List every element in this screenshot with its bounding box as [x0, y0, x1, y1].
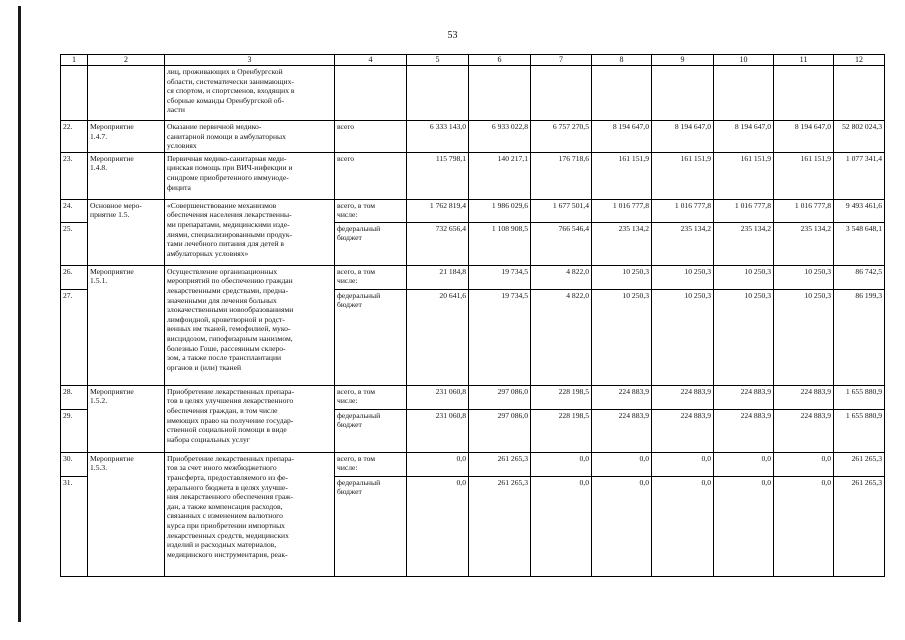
value-cell: 10 250,3	[652, 265, 714, 289]
total-cell: 52 802 024,3	[834, 121, 885, 153]
event-description: Первичная медико-санитарная меди- цинская помощь при ВИЧ-инфекции и синдроме приобретенного иммуноде- фицита	[165, 152, 335, 199]
value-cell: 8 194 647,0	[652, 121, 714, 153]
header-cell: 1	[61, 55, 88, 66]
table-row	[61, 452, 885, 476]
value-cell: 0,0	[531, 476, 592, 576]
value-cell: 231 060,8	[407, 385, 469, 409]
header-cell: 4	[335, 55, 407, 66]
total-cell: 1 077 341,4	[834, 152, 885, 199]
event-name: Мероприятие 1.4.7.	[88, 121, 165, 153]
table-row	[61, 152, 885, 199]
value-cell: 8 194 647,0	[774, 121, 834, 153]
event-description: Приобретение лекарственных препара- тов в целях улучшения лекарственного обеспечения граждан, в том числе имеющих право на получение государ- ственной социальной помощи в виде набора социальных услуг	[165, 385, 335, 452]
total-cell: 3 548 648,1	[834, 222, 885, 265]
value-cell: 140 217,1	[469, 152, 531, 199]
value-cell: 115 798,1	[407, 152, 469, 199]
value-cell: 19 734,5	[469, 265, 531, 289]
value-cell: 1 677 501,4	[531, 199, 592, 222]
event-name: Мероприятие 1.4.8.	[88, 152, 165, 199]
header-row	[61, 55, 885, 66]
value-cell: 8 194 647,0	[592, 121, 652, 153]
row-number: 24.	[61, 199, 88, 222]
total-cell: 261 265,3	[834, 476, 885, 576]
value-cell: 161 151,9	[652, 152, 714, 199]
header-cell: 7	[531, 55, 592, 66]
funding-source: всего	[335, 121, 407, 153]
value-cell: 224 883,9	[714, 409, 774, 452]
value-cell: 235 134,2	[592, 222, 652, 265]
header-cell: 3	[165, 55, 335, 66]
value-cell: 1 016 777,8	[592, 199, 652, 222]
value-cell: 10 250,3	[714, 265, 774, 289]
value-cell: 0,0	[652, 452, 714, 476]
header-cell: 5	[407, 55, 469, 66]
value-cell: 10 250,3	[652, 289, 714, 385]
header-cell: 12	[834, 55, 885, 66]
value-cell: 6 933 022,8	[469, 121, 531, 153]
value-cell: 261 265,3	[469, 452, 531, 476]
value-cell: 1 986 029,6	[469, 199, 531, 222]
value-cell: 224 883,9	[592, 385, 652, 409]
budget-table	[60, 54, 885, 577]
value-cell: 0,0	[407, 452, 469, 476]
table-row	[61, 265, 885, 289]
value-cell: 161 151,9	[714, 152, 774, 199]
value-cell: 1 016 777,8	[774, 199, 834, 222]
value-cell: 224 883,9	[652, 409, 714, 452]
event-description: Осуществление организационных мероприятий по обеспечению граждан лекарственными средствами, предна- значенными для лечения больных злокачественными новообразованиями лимфоидной, кроветворной и родст- венных им тканей, гемофилией, муко- висцидозом, гипофизарным нанизмом, болезнью Гоше, рассеянным склеро- зом, а также после трансплантации органов и (или) тканей	[165, 265, 335, 385]
value-cell: 0,0	[774, 476, 834, 576]
value-cell: 0,0	[592, 476, 652, 576]
funding-source: всего, в том числе:	[335, 385, 407, 409]
value-cell: 21 184,8	[407, 265, 469, 289]
value-cell: 8 194 647,0	[714, 121, 774, 153]
funding-source: федеральный бюджет	[335, 289, 407, 385]
row-number: 23.	[61, 152, 88, 199]
row-number: 22.	[61, 121, 88, 153]
header-cell: 10	[714, 55, 774, 66]
value-cell: 0,0	[592, 452, 652, 476]
value-cell: 19 734,5	[469, 289, 531, 385]
value-cell: 224 883,9	[774, 385, 834, 409]
value-cell: 0,0	[774, 452, 834, 476]
value-cell: 235 134,2	[652, 222, 714, 265]
value-cell: 0,0	[714, 476, 774, 576]
header-cell: 2	[88, 55, 165, 66]
value-cell: 1 108 908,5	[469, 222, 531, 265]
value-cell: 10 250,3	[592, 265, 652, 289]
total-cell: 261 265,3	[834, 452, 885, 476]
value-cell: 4 822,0	[531, 289, 592, 385]
total-cell: 9 493 461,6	[834, 199, 885, 222]
value-cell: 228 198,5	[531, 385, 592, 409]
value-cell: 224 883,9	[652, 385, 714, 409]
value-cell: 161 151,9	[592, 152, 652, 199]
value-cell: 4 822,0	[531, 265, 592, 289]
event-name: Основное меро- приятие 1.5.	[88, 199, 165, 265]
value-cell: 224 883,9	[774, 409, 834, 452]
value-cell: 1 762 819,4	[407, 199, 469, 222]
funding-source: всего	[335, 152, 407, 199]
funding-source: всего, в том числе:	[335, 452, 407, 476]
value-cell: 1 016 777,8	[652, 199, 714, 222]
scan-edge-bar	[18, 6, 21, 622]
row-number: 30.	[61, 452, 88, 476]
funding-source: всего, в том числе:	[335, 199, 407, 222]
value-cell: 766 546,4	[531, 222, 592, 265]
value-cell: 297 086,0	[469, 409, 531, 452]
event-description: Приобретение лекарственных препара- тов за счет иного межбюджетного трансферта, предоставляемого из фе- дерального бюджета в целях улучше- ния лекарственного обеспечения граж- дан, а также компенсация расходов, связанных с изменением валютного курса при приобретении импортных лекарственных средств, медицинских изделий и расходных материалов, медицинского инструментария, реак-	[165, 452, 335, 576]
value-cell: 231 060,8	[407, 409, 469, 452]
event-name: Мероприятие 1.5.1.	[88, 265, 165, 385]
value-cell: 0,0	[407, 476, 469, 576]
funding-source: всего, в том числе:	[335, 265, 407, 289]
funding-source: федеральный бюджет	[335, 222, 407, 265]
table-row-continuation	[61, 66, 885, 121]
value-cell: 0,0	[652, 476, 714, 576]
header-cell: 8	[592, 55, 652, 66]
value-cell: 10 250,3	[714, 289, 774, 385]
value-cell: 6 757 270,5	[531, 121, 592, 153]
header-cell: 6	[469, 55, 531, 66]
value-cell: 224 883,9	[714, 385, 774, 409]
total-cell: 86 199,3	[834, 289, 885, 385]
table-row	[61, 385, 885, 409]
value-cell: 10 250,3	[774, 265, 834, 289]
value-cell: 297 086,0	[469, 385, 531, 409]
row-number: 28.	[61, 385, 88, 409]
row-number: 27.	[61, 289, 88, 385]
event-name: Мероприятие 1.5.2.	[88, 385, 165, 452]
table-row	[61, 121, 885, 153]
header-cell: 11	[774, 55, 834, 66]
value-cell: 261 265,3	[469, 476, 531, 576]
row-number: 25.	[61, 222, 88, 265]
header-cell: 9	[652, 55, 714, 66]
event-description: «Совершенствование механизмов обеспечения населения лекарственны- ми препаратами, медицинскими изде- лиями, специализированными продук- тами лечебного питания для детей в амбулаторных условиях»	[165, 199, 335, 265]
continuation-text: лиц, проживающих в Оренбургской области, систематически занимающих- ся спортом, и спортсменов, входящих в сборные команды Оренбургской об- ласти	[165, 66, 335, 121]
value-cell: 1 016 777,8	[714, 199, 774, 222]
value-cell: 6 333 143,0	[407, 121, 469, 153]
value-cell: 235 134,2	[774, 222, 834, 265]
value-cell: 176 718,6	[531, 152, 592, 199]
total-cell: 86 742,5	[834, 265, 885, 289]
value-cell: 161 151,9	[774, 152, 834, 199]
total-cell: 1 655 880,9	[834, 385, 885, 409]
value-cell: 224 883,9	[592, 409, 652, 452]
value-cell: 732 656,4	[407, 222, 469, 265]
row-number: 31.	[61, 476, 88, 576]
funding-source: федеральный бюджет	[335, 476, 407, 576]
table-row	[61, 199, 885, 222]
event-description: Оказание первичной медико- санитарной помощи в амбулаторных условиях	[165, 121, 335, 153]
value-cell: 10 250,3	[592, 289, 652, 385]
value-cell: 10 250,3	[774, 289, 834, 385]
value-cell: 235 134,2	[714, 222, 774, 265]
funding-source: федеральный бюджет	[335, 409, 407, 452]
value-cell: 0,0	[714, 452, 774, 476]
value-cell: 228 198,5	[531, 409, 592, 452]
page-number: 53	[447, 30, 458, 41]
value-cell: 20 641,6	[407, 289, 469, 385]
row-number: 29.	[61, 409, 88, 452]
event-name: Мероприятие 1.5.3.	[88, 452, 165, 576]
row-number: 26.	[61, 265, 88, 289]
total-cell: 1 655 880,9	[834, 409, 885, 452]
value-cell: 0,0	[531, 452, 592, 476]
